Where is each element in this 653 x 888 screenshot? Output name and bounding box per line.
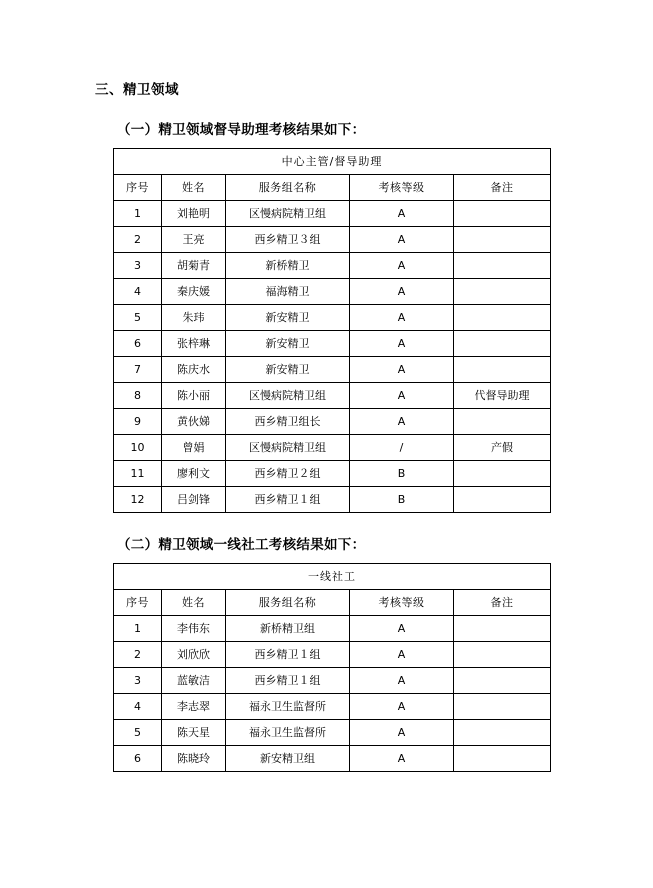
table-row xyxy=(114,331,551,357)
table-row xyxy=(114,357,551,383)
column-header-group: 服务组名称 xyxy=(226,590,350,616)
cell-remark xyxy=(454,461,551,487)
cell-grade: A xyxy=(350,331,454,357)
table-row xyxy=(114,305,551,331)
subsection-heading-2: （二）精卫领域一线社工考核结果如下： xyxy=(117,537,366,553)
cell-remark xyxy=(454,487,551,513)
table-row xyxy=(114,461,551,487)
table-row xyxy=(114,668,551,694)
cell-group: 区慢病院精卫组 xyxy=(226,383,350,409)
cell-grade: A xyxy=(350,383,454,409)
cell-name: 陈小丽 xyxy=(162,383,226,409)
column-header-no: 序号 xyxy=(114,590,162,616)
cell-name: 曾娟 xyxy=(162,435,226,461)
cell-group: 西乡精卫３组 xyxy=(226,227,350,253)
table-header-row xyxy=(114,175,551,201)
table-row xyxy=(114,409,551,435)
cell-no: 2 xyxy=(114,642,162,668)
cell-name: 陈庆水 xyxy=(162,357,226,383)
column-header-remark: 备注 xyxy=(454,175,551,201)
cell-grade: B xyxy=(350,487,454,513)
cell-grade: B xyxy=(350,461,454,487)
column-header-name: 姓名 xyxy=(162,590,226,616)
cell-name: 刘艳明 xyxy=(162,201,226,227)
cell-name: 吕剑锋 xyxy=(162,487,226,513)
cell-name: 张梓琳 xyxy=(162,331,226,357)
cell-remark xyxy=(454,642,551,668)
cell-no: 12 xyxy=(114,487,162,513)
table-row xyxy=(114,279,551,305)
column-header-name: 姓名 xyxy=(162,175,226,201)
table-header-row xyxy=(114,590,551,616)
table-row xyxy=(114,616,551,642)
cell-no: 5 xyxy=(114,720,162,746)
cell-no: 1 xyxy=(114,201,162,227)
cell-no: 6 xyxy=(114,331,162,357)
table-row xyxy=(114,383,551,409)
cell-remark xyxy=(454,253,551,279)
column-header-no: 序号 xyxy=(114,175,162,201)
cell-group: 新安精卫 xyxy=(226,357,350,383)
table-row xyxy=(114,720,551,746)
column-header-grade: 考核等级 xyxy=(350,590,454,616)
cell-name: 陈天星 xyxy=(162,720,226,746)
cell-remark xyxy=(454,279,551,305)
cell-remark xyxy=(454,357,551,383)
cell-grade: A xyxy=(350,746,454,772)
cell-group: 新安精卫组 xyxy=(226,746,350,772)
cell-name: 蓝敏洁 xyxy=(162,668,226,694)
cell-grade: A xyxy=(350,616,454,642)
column-header-grade: 考核等级 xyxy=(350,175,454,201)
cell-no: 10 xyxy=(114,435,162,461)
table-title-row xyxy=(114,564,551,590)
cell-no: 9 xyxy=(114,409,162,435)
cell-no: 3 xyxy=(114,668,162,694)
column-header-remark: 备注 xyxy=(454,590,551,616)
table-row xyxy=(114,435,551,461)
cell-no: 4 xyxy=(114,279,162,305)
column-header-group: 服务组名称 xyxy=(226,175,350,201)
cell-group: 西乡精卫１组 xyxy=(226,642,350,668)
cell-grade: A xyxy=(350,642,454,668)
cell-remark xyxy=(454,305,551,331)
table-row xyxy=(114,487,551,513)
cell-name: 刘欣欣 xyxy=(162,642,226,668)
table-row xyxy=(114,201,551,227)
table-row xyxy=(114,253,551,279)
table-title: 一线社工 xyxy=(114,564,551,590)
table-title-row xyxy=(114,149,551,175)
cell-name: 胡菊青 xyxy=(162,253,226,279)
cell-group: 福永卫生监督所 xyxy=(226,694,350,720)
cell-no: 7 xyxy=(114,357,162,383)
table-row xyxy=(114,642,551,668)
table-frontline-workers xyxy=(113,563,551,772)
cell-grade: A xyxy=(350,227,454,253)
cell-group: 西乡精卫组长 xyxy=(226,409,350,435)
cell-name: 陈晓玲 xyxy=(162,746,226,772)
cell-group: 福海精卫 xyxy=(226,279,350,305)
cell-grade: A xyxy=(350,694,454,720)
cell-name: 秦庆媛 xyxy=(162,279,226,305)
cell-remark xyxy=(454,668,551,694)
cell-name: 朱玮 xyxy=(162,305,226,331)
cell-group: 新安精卫 xyxy=(226,305,350,331)
page-title: 三、精卫领域 xyxy=(95,82,179,98)
cell-group: 西乡精卫１组 xyxy=(226,668,350,694)
cell-group: 西乡精卫２组 xyxy=(226,461,350,487)
cell-remark xyxy=(454,227,551,253)
cell-grade: A xyxy=(350,668,454,694)
cell-group: 新安精卫 xyxy=(226,331,350,357)
cell-remark xyxy=(454,331,551,357)
cell-no: 4 xyxy=(114,694,162,720)
cell-remark xyxy=(454,720,551,746)
cell-name: 李伟东 xyxy=(162,616,226,642)
cell-name: 黄伙娣 xyxy=(162,409,226,435)
cell-name: 廖利文 xyxy=(162,461,226,487)
cell-grade: A xyxy=(350,357,454,383)
table-row xyxy=(114,227,551,253)
cell-no: 5 xyxy=(114,305,162,331)
cell-name: 王亮 xyxy=(162,227,226,253)
table-title: 中心主管/督导助理 xyxy=(114,149,551,175)
cell-grade: A xyxy=(350,720,454,746)
cell-no: 2 xyxy=(114,227,162,253)
cell-remark: 产假 xyxy=(454,435,551,461)
table-row xyxy=(114,746,551,772)
cell-grade: A xyxy=(350,201,454,227)
subsection-heading-1: （一）精卫领域督导助理考核结果如下： xyxy=(117,122,366,138)
cell-grade: / xyxy=(350,435,454,461)
cell-grade: A xyxy=(350,305,454,331)
cell-no: 8 xyxy=(114,383,162,409)
table-row xyxy=(114,694,551,720)
cell-no: 6 xyxy=(114,746,162,772)
cell-remark xyxy=(454,746,551,772)
cell-remark xyxy=(454,694,551,720)
cell-grade: A xyxy=(350,253,454,279)
cell-no: 3 xyxy=(114,253,162,279)
cell-group: 新桥精卫 xyxy=(226,253,350,279)
cell-name: 李志翠 xyxy=(162,694,226,720)
cell-group: 福永卫生监督所 xyxy=(226,720,350,746)
table-supervisors xyxy=(113,148,551,513)
cell-group: 新桥精卫组 xyxy=(226,616,350,642)
cell-group: 区慢病院精卫组 xyxy=(226,201,350,227)
cell-grade: A xyxy=(350,279,454,305)
cell-group: 区慢病院精卫组 xyxy=(226,435,350,461)
cell-no: 1 xyxy=(114,616,162,642)
cell-no: 11 xyxy=(114,461,162,487)
cell-remark xyxy=(454,409,551,435)
cell-remark: 代督导助理 xyxy=(454,383,551,409)
cell-remark xyxy=(454,616,551,642)
cell-remark xyxy=(454,201,551,227)
cell-group: 西乡精卫１组 xyxy=(226,487,350,513)
cell-grade: A xyxy=(350,409,454,435)
